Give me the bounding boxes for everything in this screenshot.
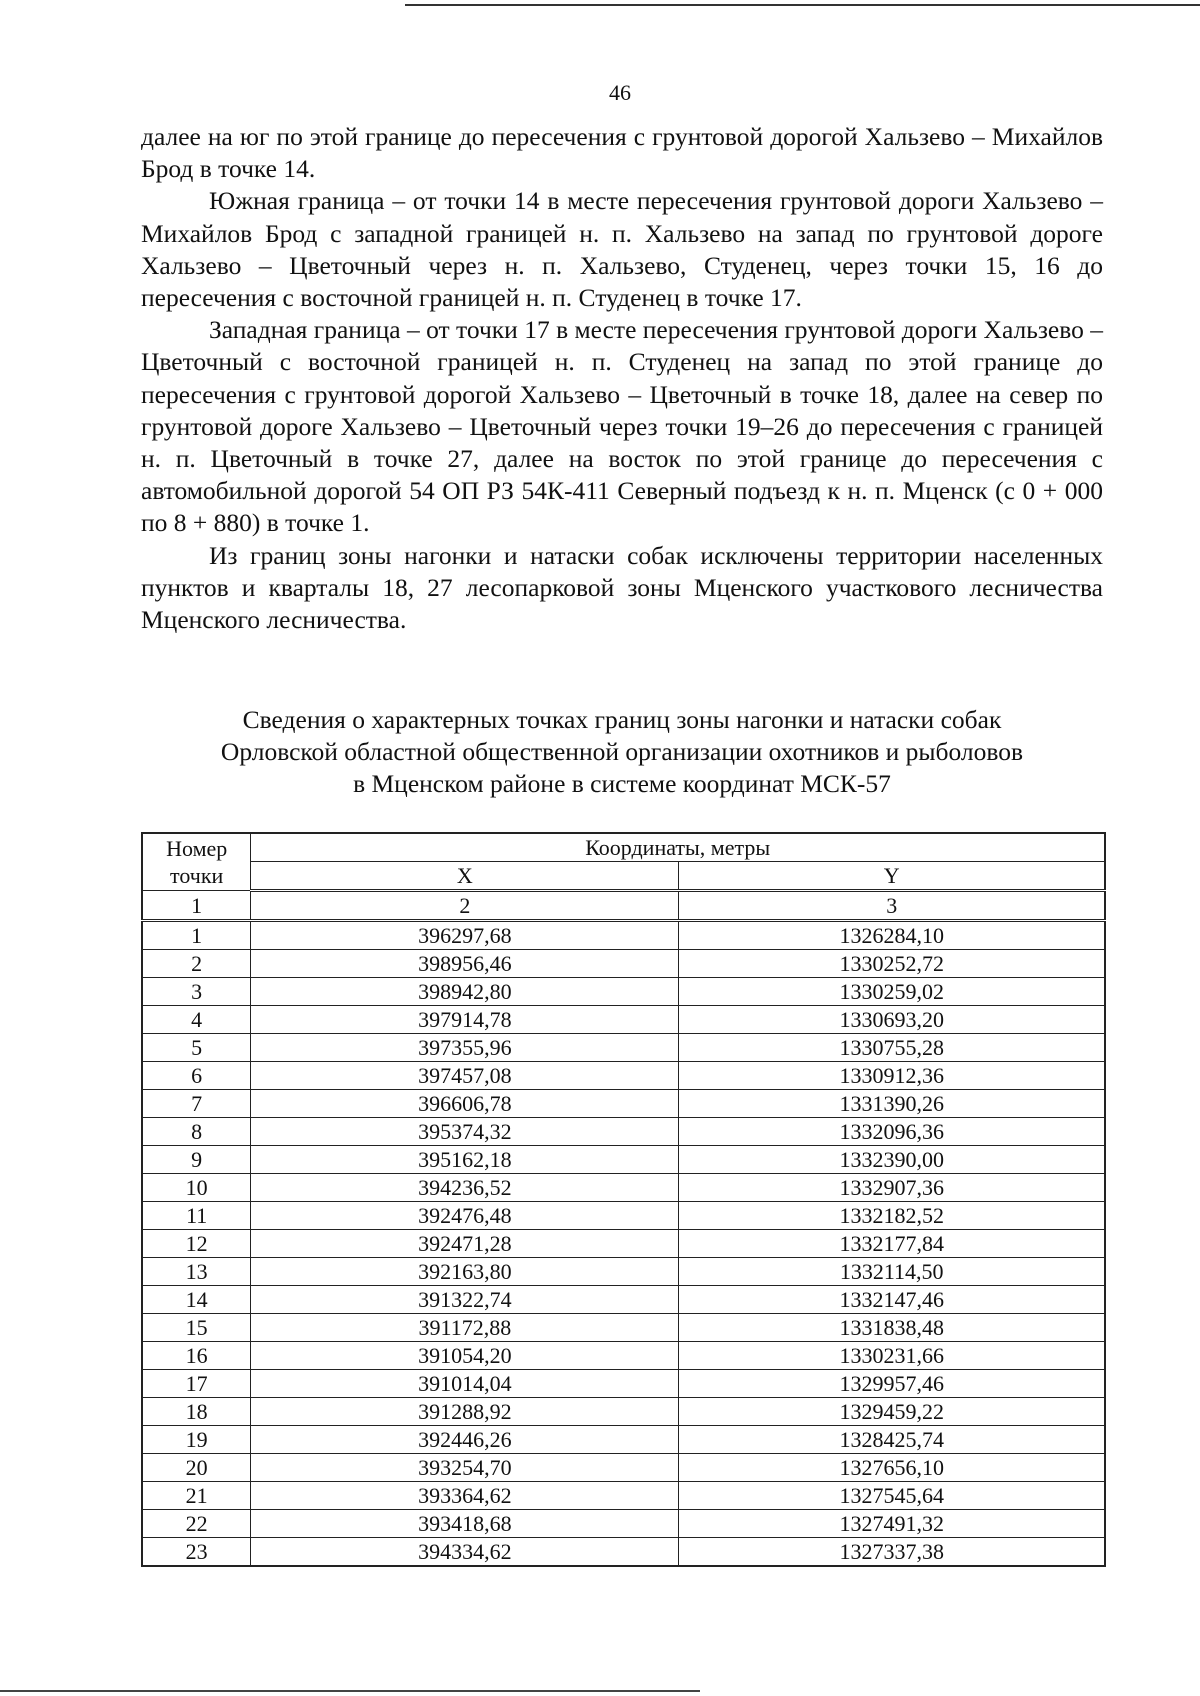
column-number: 1: [142, 891, 251, 921]
caption-line-3: в Мценском районе в системе координат МСК-57: [353, 769, 891, 798]
y-coordinate-cell: 1330755,28: [679, 1034, 1105, 1062]
point-number-cell: 19: [142, 1426, 251, 1454]
point-number-cell: 8: [142, 1118, 251, 1146]
table-row: [142, 978, 1105, 1006]
y-coordinate-cell: 1332390,00: [679, 1146, 1105, 1174]
y-coordinate-cell: 1331838,48: [679, 1314, 1105, 1342]
x-coordinate-cell: 396606,78: [251, 1090, 679, 1118]
column-number: 2: [251, 891, 679, 921]
y-coordinate-cell: 1332114,50: [679, 1258, 1105, 1286]
bottom-rule: [0, 1690, 700, 1692]
table-body: [142, 891, 1105, 1567]
point-number-cell: 3: [142, 978, 251, 1006]
x-coordinate-cell: 395374,32: [251, 1118, 679, 1146]
top-rule: [405, 4, 1200, 6]
page-number: 46: [609, 80, 631, 105]
body-text: [141, 121, 1103, 636]
x-coordinate-cell: 392476,48: [251, 1202, 679, 1230]
y-coordinate-cell: 1332096,36: [679, 1118, 1105, 1146]
x-coordinate-cell: 392471,28: [251, 1230, 679, 1258]
header-coordinates: Координаты, метры: [251, 833, 1105, 862]
table-row: [142, 921, 1105, 950]
table-row: [142, 1006, 1105, 1034]
table-row: [142, 1062, 1105, 1090]
x-coordinate-cell: 391172,88: [251, 1314, 679, 1342]
y-coordinate-cell: 1329459,22: [679, 1398, 1105, 1426]
table-row: [142, 1538, 1105, 1567]
column-number: 3: [679, 891, 1105, 921]
paragraph-4: Из границ зоны нагонки и натаски собак исключены территории населенных пунктов и кварталы 18, 27 лесопарковой зоны Мценского участкового лесничества Мценского лесничества.: [141, 540, 1103, 635]
point-number-cell: 9: [142, 1146, 251, 1174]
point-number-cell: 10: [142, 1174, 251, 1202]
y-coordinate-cell: 1328425,74: [679, 1426, 1105, 1454]
point-number-cell: 16: [142, 1342, 251, 1370]
table-caption: [141, 704, 1103, 800]
x-coordinate-cell: 392446,26: [251, 1426, 679, 1454]
point-number-cell: 2: [142, 950, 251, 978]
point-number-cell: 11: [142, 1202, 251, 1230]
x-coordinate-cell: 395162,18: [251, 1146, 679, 1174]
caption-line-2: Орловской областной общественной организации охотников и рыболовов: [220, 737, 1024, 766]
y-coordinate-cell: 1332907,36: [679, 1174, 1105, 1202]
x-coordinate-cell: 391054,20: [251, 1342, 679, 1370]
y-coordinate-cell: 1330252,72: [679, 950, 1105, 978]
table-row: [142, 1202, 1105, 1230]
x-coordinate-cell: 398942,80: [251, 978, 679, 1006]
x-coordinate-cell: 398956,46: [251, 950, 679, 978]
y-coordinate-cell: 1331390,26: [679, 1090, 1105, 1118]
caption-line-1: Сведения о характерных точках границ зоны нагонки и натаски собак: [242, 705, 1002, 734]
point-number-cell: 14: [142, 1286, 251, 1314]
x-coordinate-cell: 394334,62: [251, 1538, 679, 1567]
x-coordinate-cell: 396297,68: [251, 921, 679, 950]
x-coordinate-cell: 397457,08: [251, 1062, 679, 1090]
x-coordinate-cell: 397355,96: [251, 1034, 679, 1062]
table-row: [142, 1482, 1105, 1510]
header-point-line-2: точки: [170, 863, 224, 888]
table-row: [142, 1034, 1105, 1062]
y-coordinate-cell: 1329957,46: [679, 1370, 1105, 1398]
point-number-cell: 15: [142, 1314, 251, 1342]
x-coordinate-cell: 393254,70: [251, 1454, 679, 1482]
header-y: Y: [679, 862, 1105, 891]
point-number-cell: 17: [142, 1370, 251, 1398]
x-coordinate-cell: 391322,74: [251, 1286, 679, 1314]
table-row: [142, 1230, 1105, 1258]
table-row: [142, 950, 1105, 978]
table-row: [142, 1174, 1105, 1202]
y-coordinate-cell: 1330231,66: [679, 1342, 1105, 1370]
table-row: [142, 1426, 1105, 1454]
table-row: [142, 1510, 1105, 1538]
x-coordinate-cell: 393364,62: [251, 1482, 679, 1510]
table-row: [142, 1370, 1105, 1398]
paragraph-2: Южная граница – от точки 14 в месте пересечения грунтовой дороги Хальзево – Михайлов Брод с западной границей н. п. Хальзево на запад по грунтовой дороге Хальзево – Цветочный через н. п. Хальзево, Студенец, через точки 15, 16 до пересечения с восточной границей н. п. Студенец в точке 17.: [141, 186, 1103, 313]
x-coordinate-cell: 391014,04: [251, 1370, 679, 1398]
header-x: X: [251, 862, 679, 891]
y-coordinate-cell: 1330693,20: [679, 1006, 1105, 1034]
x-coordinate-cell: 397914,78: [251, 1006, 679, 1034]
y-coordinate-cell: 1330912,36: [679, 1062, 1105, 1090]
paragraph-1: далее на юг по этой границе до пересечения с грунтовой дорогой Хальзево – Михайлов Брод в точке 14.: [141, 122, 1103, 184]
x-coordinate-cell: 392163,80: [251, 1258, 679, 1286]
point-number-cell: 22: [142, 1510, 251, 1538]
point-number-cell: 23: [142, 1538, 251, 1567]
column-numbering-row: [142, 891, 1105, 921]
point-number-cell: 12: [142, 1230, 251, 1258]
point-number-cell: 4: [142, 1006, 251, 1034]
table-row: [142, 1118, 1105, 1146]
x-coordinate-cell: 393418,68: [251, 1510, 679, 1538]
y-coordinate-cell: 1327656,10: [679, 1454, 1105, 1482]
point-number-cell: 7: [142, 1090, 251, 1118]
point-number-cell: 13: [142, 1258, 251, 1286]
x-coordinate-cell: 394236,52: [251, 1174, 679, 1202]
header-point-line-1: Номер: [166, 836, 228, 861]
x-coordinate-cell: 391288,92: [251, 1398, 679, 1426]
y-coordinate-cell: 1326284,10: [679, 921, 1105, 950]
table-row: [142, 1146, 1105, 1174]
y-coordinate-cell: 1330259,02: [679, 978, 1105, 1006]
table-row: [142, 1342, 1105, 1370]
point-number-cell: 5: [142, 1034, 251, 1062]
point-number-cell: 20: [142, 1454, 251, 1482]
table-row: [142, 1398, 1105, 1426]
paragraph-3: Западная граница – от точки 17 в месте пересечения грунтовой дороги Хальзево – Цветочный с восточной границей н. п. Студенец на запад по этой границе до пересечения с грунтовой дорогой Хальзево – Цветочный в точке 18, далее на север по грунтовой дороге Хальзево – Цветочный через точки 19–26 до пересечения с границей н. п. Цветочный в точке 27, далее на восток по этой границе до пересечения с автомобильной дорогой 54 ОП РЗ 54К-411 Северный подъезд к н. п. Мценск (с 0 + 000 по 8 + 880) в точке 1.: [141, 315, 1103, 538]
y-coordinate-cell: 1327337,38: [679, 1538, 1105, 1567]
y-coordinate-cell: 1332177,84: [679, 1230, 1105, 1258]
table-row: [142, 1286, 1105, 1314]
y-coordinate-cell: 1332147,46: [679, 1286, 1105, 1314]
point-number-cell: 18: [142, 1398, 251, 1426]
table-row: [142, 1258, 1105, 1286]
point-number-cell: 1: [142, 921, 251, 950]
table-row: [142, 1454, 1105, 1482]
y-coordinate-cell: 1332182,52: [679, 1202, 1105, 1230]
header-point-number: [142, 833, 251, 891]
y-coordinate-cell: 1327545,64: [679, 1482, 1105, 1510]
point-number-cell: 21: [142, 1482, 251, 1510]
point-number-cell: 6: [142, 1062, 251, 1090]
coordinates-table: [141, 832, 1106, 1567]
table-row: [142, 1090, 1105, 1118]
table-row: [142, 1314, 1105, 1342]
y-coordinate-cell: 1327491,32: [679, 1510, 1105, 1538]
